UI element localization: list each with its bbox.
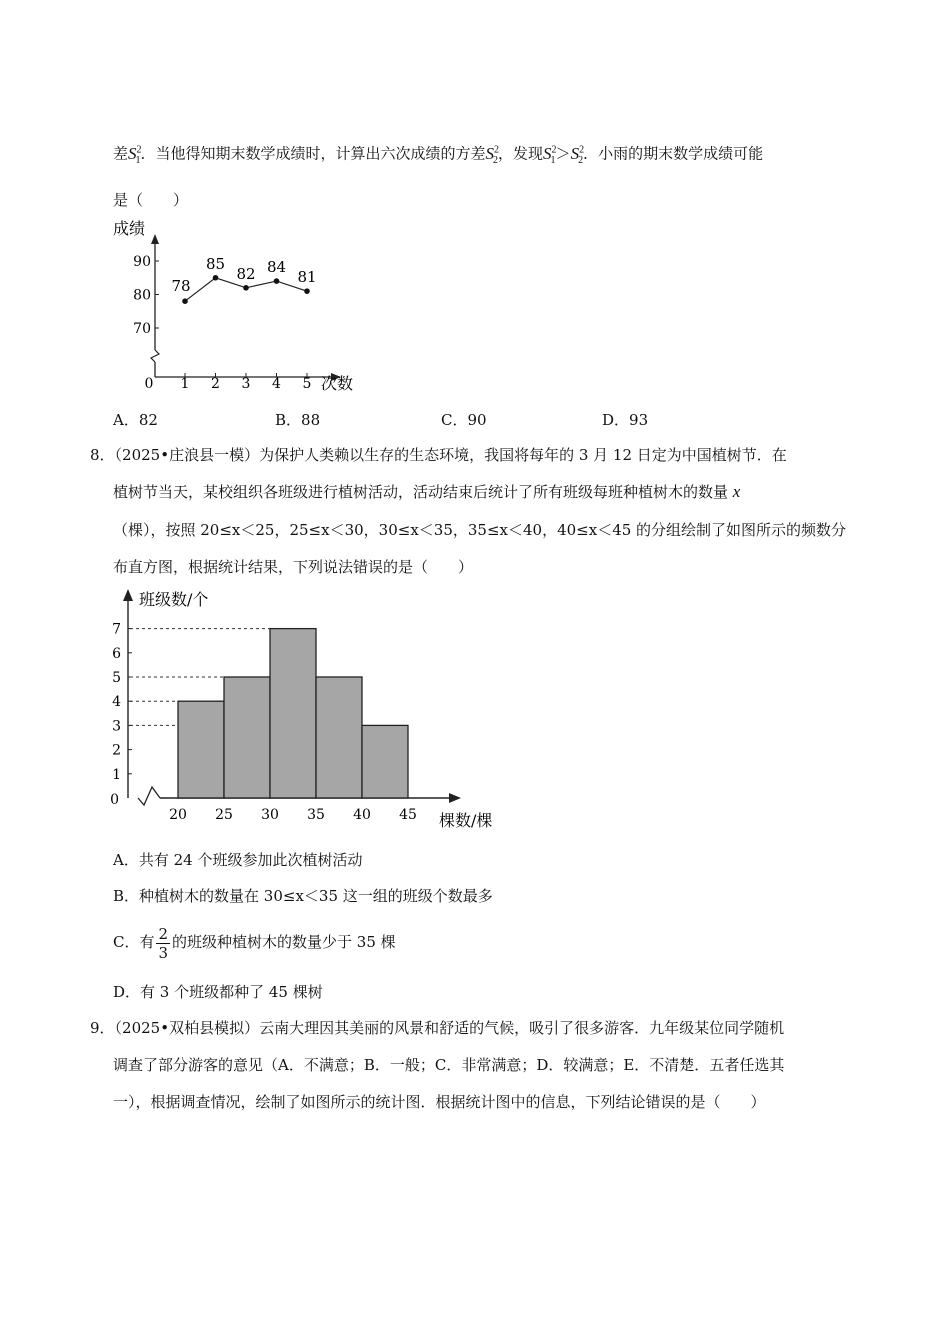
x-tick-label: 30	[261, 807, 279, 823]
histogram-chart	[105, 585, 505, 835]
y-axis-break	[151, 350, 159, 362]
y-tick-label: 1	[112, 766, 121, 783]
histogram-bar	[224, 677, 270, 798]
data-point	[182, 298, 188, 304]
y-tick-label: 5	[112, 670, 121, 686]
x-axis-break	[138, 787, 160, 805]
x-axis-label: 棵数/棵	[439, 811, 493, 830]
q7-option-b[interactable]: B．88	[275, 411, 321, 429]
q7-text-a: 差	[113, 144, 129, 163]
q8-option-b[interactable]: B．种植树木的数量在 30≤x＜35 这一组的班级个数最多	[113, 887, 493, 905]
x-tick-label: 5	[302, 376, 312, 392]
x-tick-label: 20	[169, 807, 187, 823]
q9-line2: 调查了部分游客的意见（A．不满意；B．一般；C．非常满意；D．较满意；E．不清楚．五者任选其	[113, 1056, 785, 1074]
y-axis-label: 成绩	[113, 219, 146, 238]
y-tick-label: 4	[112, 694, 121, 711]
q8-line3: （棵），按照 20≤x＜25，25≤x＜30，30≤x＜35，35≤x＜40，40≤x＜45 的分组绘制了如图所示的频数分	[113, 521, 847, 539]
x-tick-label: 4	[272, 376, 281, 392]
x-tick-label: 2	[211, 376, 220, 392]
q8-option-c-suffix: 的班级种植树木的数量少于 35 棵	[172, 933, 396, 951]
y-tick-label: 0	[110, 792, 119, 808]
x-tick-label: 1	[180, 376, 190, 392]
y-tick-label: 6	[112, 645, 121, 662]
data-label: 84	[266, 258, 287, 277]
x-axis-label: 次数	[321, 374, 354, 393]
q7-text-d: ＞	[555, 144, 571, 163]
q8-line2: 植树节当天，某校组织各班级进行植树活动，活动结束后统计了所有班级每班种植树木的数量 x	[113, 482, 741, 501]
histogram-bar	[270, 629, 316, 798]
y-tick-label: 70	[133, 321, 151, 337]
y-tick-label: 7	[112, 621, 121, 638]
data-label: 78	[171, 277, 191, 296]
q8-option-c-prefix: C．有	[113, 933, 155, 951]
q8-option-a[interactable]: A．共有 24 个班级参加此次植树活动	[113, 851, 363, 869]
q8-option-d[interactable]: D．有 3 个班级都种了 45 棵树	[113, 983, 323, 1001]
x-axis-arrow	[449, 793, 461, 803]
y-axis-arrow	[123, 589, 133, 601]
data-label: 82	[236, 264, 256, 283]
x-tick-label: 35	[307, 807, 325, 823]
data-point	[213, 275, 219, 281]
q8-line4: 布直方图，根据统计结果，下列说法错误的是（ ）	[113, 558, 474, 576]
x-tick-label: 25	[215, 807, 233, 823]
s2-squared-b: $S^2_2$	[570, 143, 585, 167]
x-tick-label: 3	[241, 376, 251, 392]
s1-squared-b: $S^2_1$	[543, 143, 557, 167]
q9-line3: 一），根据调查情况，绘制了如图所示的统计图．根据统计图中的信息，下列结论错误的是（ ）	[113, 1093, 766, 1111]
y-axis-arrow	[151, 234, 159, 244]
data-label: 81	[297, 268, 317, 287]
s2-squared: $S^2_2$	[485, 143, 500, 167]
y-tick-label: 2	[112, 742, 121, 759]
fraction-two-thirds: $\frac{2}{3}$	[158, 924, 169, 962]
q7-option-a[interactable]: A．82	[113, 411, 158, 429]
s1-squared: $S^2_1$	[128, 143, 142, 167]
y-tick-label: 80	[133, 287, 151, 304]
data-label: 85	[205, 254, 226, 273]
q9-line1: 9．（2025•双柏县模拟）云南大理因其美丽的风景和舒适的气候，吸引了很多游客．九年级某位同学随机	[90, 1019, 785, 1037]
histogram-bar	[178, 701, 224, 798]
data-point	[243, 285, 249, 291]
q7-text-c: ，发现	[498, 144, 544, 163]
var-x: x	[732, 482, 741, 501]
x-tick-label: 0	[144, 376, 154, 392]
x-tick-label: 45	[399, 807, 417, 823]
histogram-bar	[362, 725, 408, 798]
q7-line1	[113, 140, 763, 171]
q7-option-d[interactable]: D．93	[602, 411, 649, 429]
q7-text-b: ．当他得知期末数学成绩时，计算出六次成绩的方差	[140, 144, 486, 163]
line-chart	[105, 212, 375, 397]
y-tick-label: 90	[133, 254, 151, 270]
histogram-bar	[316, 677, 362, 798]
q8-option-c[interactable]	[113, 922, 396, 962]
y-axis-label: 班级数/个	[139, 590, 209, 609]
q7-option-c[interactable]: C．90	[441, 411, 487, 429]
q8-line1: 8．（2025•庄浪县一模）为保护人类赖以生存的生态环境，我国将每年的 3 月 12 日定为中国植树节．在	[90, 446, 787, 464]
q7-line2: 是（ ）	[113, 191, 189, 209]
data-point	[304, 288, 310, 294]
data-point	[274, 278, 280, 284]
q7-text-e: ．小雨的期末数学成绩可能	[583, 144, 764, 163]
x-tick-label: 40	[353, 807, 371, 823]
y-tick-label: 3	[112, 718, 121, 735]
